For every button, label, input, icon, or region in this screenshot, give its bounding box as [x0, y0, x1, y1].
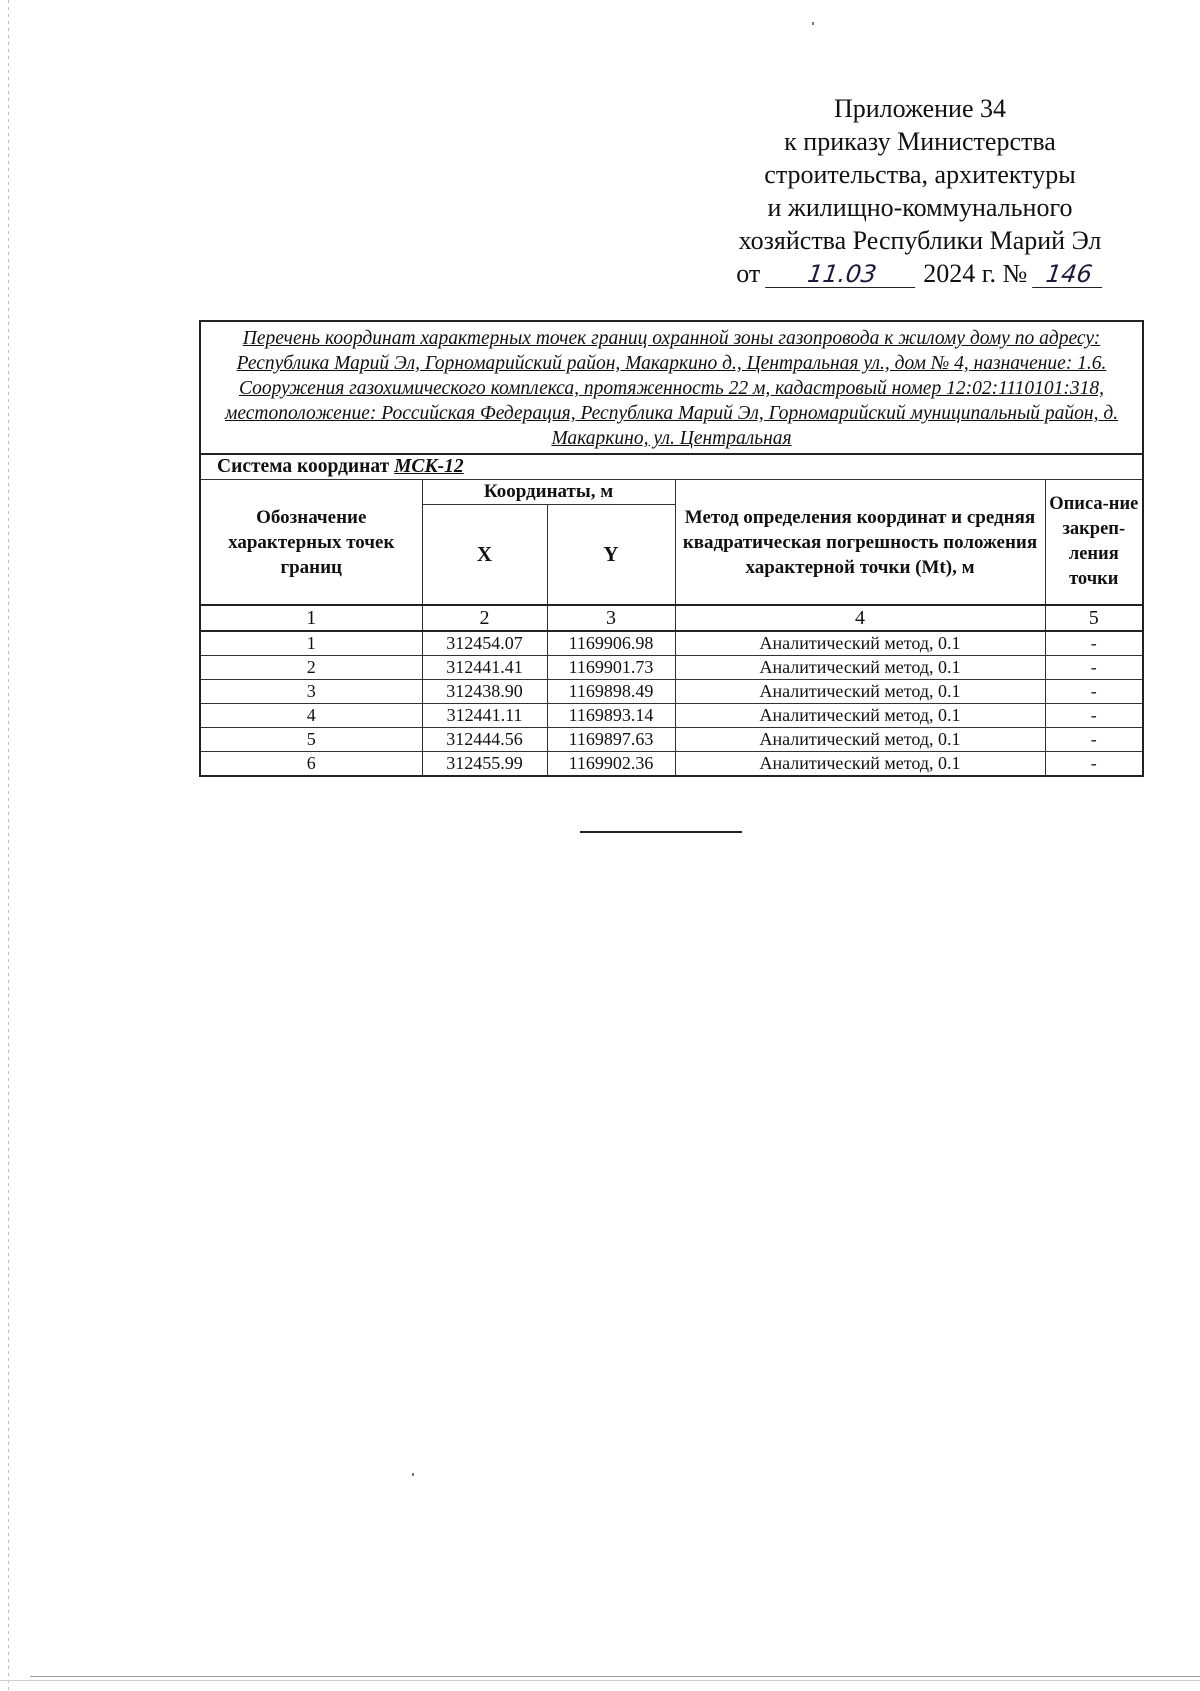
coordinate-system [200, 454, 1143, 480]
table-caption: Перечень координат характерных точек границ охранной зоны газопровода к жилому дому по адресу: Республика Марий Эл, Горномарийский район, Макаркино д., Центральная ул., дом № 4, назначение: 1.6. Сооружения газохимического комплекса, протяженность 22 м, кадастровый номер 12:02:1110101:318, местоположение: Российская Федерация, Республика Марий Эл, Горномарийский муниципальный район, д. Макаркино, ул. Центральная [200, 321, 1143, 454]
coord-x: 312444.56 [422, 728, 547, 752]
handwritten-order-number: 146 [1032, 261, 1106, 288]
coordinates-table-wrapper [199, 320, 1142, 777]
column-number: 4 [675, 605, 1045, 631]
scan-speck [812, 22, 814, 25]
coord-x: 312454.07 [422, 631, 547, 656]
method: Аналитический метод, 0.1 [675, 752, 1045, 777]
date-prefix: от [736, 259, 761, 288]
closing-rule [580, 831, 742, 833]
coord-x: 312455.99 [422, 752, 547, 777]
method: Аналитический метод, 0.1 [675, 656, 1045, 680]
appendix-line-ministry: строительства, архитектуры [764, 160, 1076, 189]
column-number: 2 [422, 605, 547, 631]
header-fixing-description: Описа-ние закреп-ления точки [1045, 480, 1143, 606]
coord-x: 312438.90 [422, 680, 547, 704]
header-coordinates: Координаты, м [422, 480, 675, 505]
point-id: 6 [200, 752, 422, 777]
point-id: 4 [200, 704, 422, 728]
point-id: 1 [200, 631, 422, 656]
scan-speck [412, 1473, 414, 1476]
method: Аналитический метод, 0.1 [675, 728, 1045, 752]
coord-x: 312441.11 [422, 704, 547, 728]
table-row [200, 656, 1143, 680]
table-row [200, 680, 1143, 704]
coord-y: 1169902.36 [547, 752, 675, 777]
scan-edge-bottom [30, 1676, 1200, 1677]
fixing: - [1045, 631, 1143, 656]
point-id: 5 [200, 728, 422, 752]
appendix-header [680, 92, 1160, 290]
coord-y: 1169893.14 [547, 704, 675, 728]
header-designation: Обозначение характерных точек границ [200, 480, 422, 606]
order-year: 2024 г. № [923, 259, 1028, 288]
fixing: - [1045, 704, 1143, 728]
coord-y: 1169897.63 [547, 728, 675, 752]
coord-y: 1169906.98 [547, 631, 675, 656]
scan-edge-bottom-secondary [0, 1680, 1200, 1681]
fixing: - [1045, 656, 1143, 680]
order-date-line [680, 257, 1160, 290]
point-id: 3 [200, 680, 422, 704]
handwritten-date: 11.03 [765, 261, 919, 288]
fixing: - [1045, 680, 1143, 704]
method: Аналитический метод, 0.1 [675, 704, 1045, 728]
coordinate-system-label: Система координат [217, 456, 390, 477]
method: Аналитический метод, 0.1 [675, 631, 1045, 656]
table-row [200, 752, 1143, 777]
column-number: 3 [547, 605, 675, 631]
fixing: - [1045, 728, 1143, 752]
appendix-line-republic: хозяйства Республики Марий Эл [738, 226, 1102, 255]
appendix-line-order: к приказу Министерства [784, 127, 1056, 156]
coordinate-system-value: МСК-12 [394, 456, 464, 477]
column-number: 5 [1045, 605, 1143, 631]
column-number-row [200, 605, 1143, 631]
table-row [200, 631, 1143, 656]
header-y: Y [547, 505, 675, 606]
point-id: 2 [200, 656, 422, 680]
coord-x: 312441.41 [422, 656, 547, 680]
column-number: 1 [200, 605, 422, 631]
table-row [200, 704, 1143, 728]
header-x: X [422, 505, 547, 606]
header-method: Метод определения координат и средняя квадратическая погрешность положения характерной точки (Mt), м [675, 480, 1045, 606]
appendix-line-housing: и жилищно-коммунального [767, 193, 1073, 222]
method: Аналитический метод, 0.1 [675, 680, 1045, 704]
table-row [200, 728, 1143, 752]
scan-edge-left [8, 0, 9, 1691]
fixing: - [1045, 752, 1143, 777]
coord-y: 1169898.49 [547, 680, 675, 704]
coord-y: 1169901.73 [547, 656, 675, 680]
coordinates-table [199, 320, 1144, 777]
appendix-title: Приложение 34 [833, 94, 1007, 123]
